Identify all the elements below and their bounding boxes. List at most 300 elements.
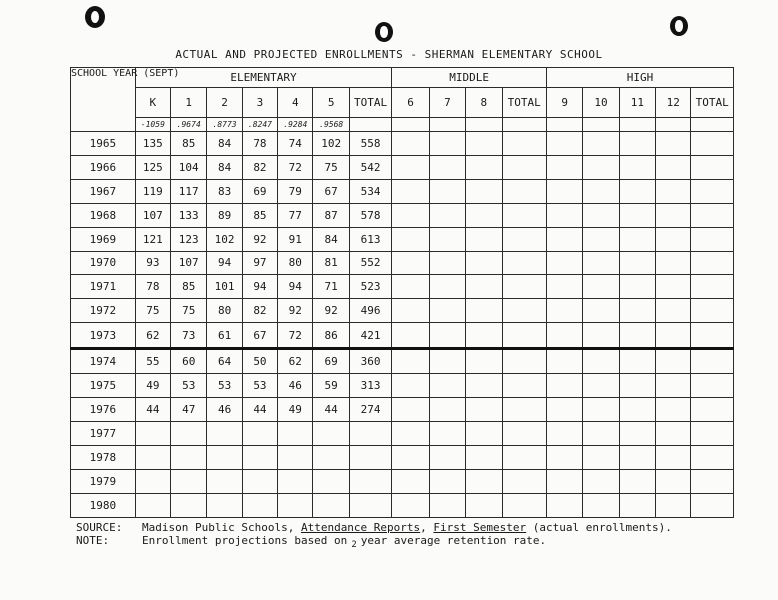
enrollment-cell xyxy=(207,470,242,494)
empty-cell xyxy=(466,299,502,323)
enrollment-cell: 107 xyxy=(171,251,207,275)
enrollment-cell xyxy=(171,446,207,470)
empty-cell xyxy=(502,179,546,203)
empty-cell xyxy=(619,374,655,398)
empty-cell xyxy=(656,422,691,446)
empty-cell xyxy=(429,179,465,203)
empty-cell xyxy=(546,299,582,323)
enrollment-cell: 94 xyxy=(207,251,242,275)
empty-cell xyxy=(392,494,429,518)
enrollment-cell: 97 xyxy=(242,251,277,275)
empty-cell xyxy=(691,374,734,398)
empty-cell xyxy=(429,323,465,349)
empty-cell xyxy=(583,275,619,299)
enrollment-cell: 81 xyxy=(313,251,349,275)
source-text-end: (actual enrollments). xyxy=(526,521,672,534)
elementary-total-cell: 313 xyxy=(349,374,392,398)
empty-cell xyxy=(392,251,429,275)
table-row xyxy=(71,422,734,446)
enrollment-cell: 83 xyxy=(207,179,242,203)
empty-cell xyxy=(392,155,429,179)
enrollment-cell: 67 xyxy=(313,179,349,203)
enrollment-cell: 69 xyxy=(242,179,277,203)
enrollment-cell: 67 xyxy=(242,323,277,349)
note-text-end: year average retention rate. xyxy=(360,534,547,547)
empty-cell xyxy=(466,132,502,156)
empty-cell xyxy=(546,227,582,251)
enrollment-cell: 80 xyxy=(278,251,313,275)
retention-rate-cell: .9284 xyxy=(278,118,313,132)
empty-cell xyxy=(691,179,734,203)
empty-cell xyxy=(429,299,465,323)
enrollment-cell: 87 xyxy=(313,203,349,227)
empty-cell xyxy=(691,118,734,132)
enrollment-cell: 104 xyxy=(171,155,207,179)
enrollment-cell xyxy=(313,470,349,494)
empty-cell xyxy=(583,203,619,227)
empty-cell xyxy=(392,275,429,299)
enrollment-cell: 85 xyxy=(171,132,207,156)
enrollment-cell: 85 xyxy=(242,203,277,227)
empty-cell xyxy=(619,494,655,518)
empty-cell xyxy=(583,398,619,422)
elementary-col-total-header: TOTAL xyxy=(349,88,392,118)
enrollment-cell: 62 xyxy=(135,323,170,349)
binder-hole-right xyxy=(670,16,688,36)
empty-cell xyxy=(691,446,734,470)
elementary-col-5-header: 5 xyxy=(313,88,349,118)
enrollment-cell: 77 xyxy=(278,203,313,227)
empty-cell xyxy=(429,422,465,446)
enrollment-cell xyxy=(207,446,242,470)
elementary-total-cell: 523 xyxy=(349,275,392,299)
enrollment-cell: 72 xyxy=(278,323,313,349)
enrollment-cell: 94 xyxy=(242,275,277,299)
elementary-total-cell: 274 xyxy=(349,398,392,422)
enrollment-cell: 86 xyxy=(313,323,349,349)
elementary-total-cell: 613 xyxy=(349,227,392,251)
year-cell: 1968 xyxy=(71,203,136,227)
enrollment-cell: 119 xyxy=(135,179,170,203)
empty-cell xyxy=(502,203,546,227)
empty-cell xyxy=(691,227,734,251)
enrollment-cell: 135 xyxy=(135,132,170,156)
empty-cell xyxy=(656,132,691,156)
high-col-10-header: 10 xyxy=(583,88,619,118)
retention-rate-cell: .8773 xyxy=(207,118,242,132)
empty-cell xyxy=(619,275,655,299)
elementary-col-3-header: 3 xyxy=(242,88,277,118)
source-report: Attendance Reports xyxy=(300,521,421,534)
empty-cell xyxy=(466,470,502,494)
enrollment-cell: 82 xyxy=(242,155,277,179)
empty-cell xyxy=(691,155,734,179)
empty-cell xyxy=(619,348,655,374)
empty-cell xyxy=(583,251,619,275)
table-row xyxy=(71,132,734,156)
empty-cell xyxy=(583,323,619,349)
enrollment-cell: 60 xyxy=(171,348,207,374)
empty-cell xyxy=(429,227,465,251)
enrollment-cell: 121 xyxy=(135,227,170,251)
enrollment-cell: 125 xyxy=(135,155,170,179)
year-cell: 1975 xyxy=(71,374,136,398)
enrollment-cell: 59 xyxy=(313,374,349,398)
enrollment-cell: 73 xyxy=(171,323,207,349)
empty-cell xyxy=(502,348,546,374)
binder-hole-left xyxy=(85,6,105,28)
retention-rate-row xyxy=(71,118,734,132)
empty-cell xyxy=(619,203,655,227)
enrollment-cell xyxy=(313,494,349,518)
enrollment-cell xyxy=(242,446,277,470)
empty-cell xyxy=(546,470,582,494)
enrollment-cell xyxy=(135,446,170,470)
retention-rate-cell: .9568 xyxy=(313,118,349,132)
empty-cell xyxy=(619,299,655,323)
empty-cell xyxy=(392,374,429,398)
source-semester: First Semester xyxy=(433,521,527,534)
high-col-total-header: TOTAL xyxy=(691,88,734,118)
empty-cell xyxy=(691,422,734,446)
empty-cell xyxy=(583,494,619,518)
enrollment-cell: 79 xyxy=(278,179,313,203)
table-row xyxy=(71,275,734,299)
empty-cell xyxy=(546,446,582,470)
empty-cell xyxy=(502,398,546,422)
enrollment-cell: 92 xyxy=(278,299,313,323)
empty-cell xyxy=(691,299,734,323)
enrollment-cell: 49 xyxy=(135,374,170,398)
empty-cell xyxy=(429,251,465,275)
enrollment-cell: 93 xyxy=(135,251,170,275)
empty-cell xyxy=(392,470,429,494)
empty-cell xyxy=(429,398,465,422)
elementary-total-cell xyxy=(349,446,392,470)
empty-cell xyxy=(656,227,691,251)
empty-cell xyxy=(656,494,691,518)
empty-cell xyxy=(656,446,691,470)
empty-cell xyxy=(691,203,734,227)
elementary-total-cell: 578 xyxy=(349,203,392,227)
note-label: NOTE: xyxy=(76,534,110,547)
empty-cell xyxy=(583,118,619,132)
school-year-header: SCHOOL YEAR (SEPT) xyxy=(71,68,136,132)
elementary-total-cell: 421 xyxy=(349,323,392,349)
empty-cell xyxy=(502,446,546,470)
empty-cell xyxy=(691,323,734,349)
enrollment-cell: 46 xyxy=(207,398,242,422)
empty-cell xyxy=(392,422,429,446)
enrollment-cell: 102 xyxy=(313,132,349,156)
empty-cell xyxy=(619,227,655,251)
enrollment-cell: 62 xyxy=(278,348,313,374)
empty-cell xyxy=(429,275,465,299)
empty-cell xyxy=(546,132,582,156)
retention-rate-cell: .8247 xyxy=(242,118,277,132)
empty-cell xyxy=(502,118,546,132)
empty-cell xyxy=(691,251,734,275)
empty-cell xyxy=(466,348,502,374)
enrollment-cell: 101 xyxy=(207,275,242,299)
empty-cell xyxy=(466,155,502,179)
enrollment-cell xyxy=(278,422,313,446)
empty-cell xyxy=(466,275,502,299)
enrollment-cell xyxy=(171,494,207,518)
elementary-col-4-header: 4 xyxy=(278,88,313,118)
enrollment-cell xyxy=(171,470,207,494)
empty-cell xyxy=(466,422,502,446)
elementary-total-cell: 534 xyxy=(349,179,392,203)
enrollment-cell: 85 xyxy=(171,275,207,299)
empty-cell xyxy=(583,348,619,374)
empty-cell xyxy=(619,251,655,275)
table-row xyxy=(71,203,734,227)
table-row xyxy=(71,299,734,323)
year-cell: 1971 xyxy=(71,275,136,299)
enrollment-cell: 75 xyxy=(171,299,207,323)
empty-cell xyxy=(502,132,546,156)
enrollment-cell xyxy=(278,446,313,470)
empty-cell xyxy=(392,203,429,227)
empty-cell xyxy=(619,179,655,203)
empty-cell xyxy=(656,348,691,374)
empty-cell xyxy=(429,374,465,398)
enrollment-cell xyxy=(207,494,242,518)
empty-cell xyxy=(656,275,691,299)
empty-cell xyxy=(619,155,655,179)
elementary-total-cell: 496 xyxy=(349,299,392,323)
middle-col-8-header: 8 xyxy=(466,88,502,118)
empty-cell xyxy=(546,203,582,227)
empty-cell xyxy=(392,118,429,132)
empty-cell xyxy=(619,398,655,422)
empty-cell xyxy=(583,446,619,470)
empty-cell xyxy=(656,374,691,398)
empty-cell xyxy=(392,179,429,203)
empty-cell xyxy=(466,179,502,203)
empty-cell xyxy=(546,398,582,422)
empty-cell xyxy=(392,348,429,374)
year-cell: 1980 xyxy=(71,494,136,518)
empty-cell xyxy=(502,299,546,323)
table-row xyxy=(71,470,734,494)
empty-cell xyxy=(691,348,734,374)
empty-cell xyxy=(466,398,502,422)
enrollment-cell: 78 xyxy=(135,275,170,299)
empty-cell xyxy=(502,251,546,275)
enrollment-cell: 53 xyxy=(171,374,207,398)
enrollment-cell: 123 xyxy=(171,227,207,251)
empty-cell xyxy=(546,155,582,179)
enrollment-cell: 47 xyxy=(171,398,207,422)
retention-rate-cell: .9674 xyxy=(171,118,207,132)
enrollment-cell: 53 xyxy=(242,374,277,398)
enrollment-cell: 55 xyxy=(135,348,170,374)
middle-col-7-header: 7 xyxy=(429,88,465,118)
table-row xyxy=(71,398,734,422)
enrollment-cell: 69 xyxy=(313,348,349,374)
empty-cell xyxy=(392,132,429,156)
empty-cell xyxy=(466,227,502,251)
enrollment-cell: 64 xyxy=(207,348,242,374)
enrollment-cell: 75 xyxy=(313,155,349,179)
enrollment-cell xyxy=(313,446,349,470)
empty-cell xyxy=(429,470,465,494)
year-cell: 1965 xyxy=(71,132,136,156)
year-cell: 1972 xyxy=(71,299,136,323)
table-row xyxy=(71,348,734,374)
elementary-col-1-header: 1 xyxy=(171,88,207,118)
year-cell: 1974 xyxy=(71,348,136,374)
enrollment-cell: 53 xyxy=(207,374,242,398)
empty-cell xyxy=(392,446,429,470)
empty-cell xyxy=(619,422,655,446)
empty-cell xyxy=(619,470,655,494)
year-cell: 1977 xyxy=(71,422,136,446)
year-cell: 1976 xyxy=(71,398,136,422)
source-line xyxy=(76,521,672,534)
empty-cell xyxy=(546,179,582,203)
empty-cell xyxy=(502,374,546,398)
empty-cell xyxy=(502,227,546,251)
enrollment-cell: 74 xyxy=(278,132,313,156)
empty-cell xyxy=(546,374,582,398)
empty-cell xyxy=(502,155,546,179)
enrollment-cell: 107 xyxy=(135,203,170,227)
year-cell: 1969 xyxy=(71,227,136,251)
empty-cell xyxy=(502,494,546,518)
retention-rate-cell: -1059 xyxy=(135,118,170,132)
elementary-total-cell: 360 xyxy=(349,348,392,374)
enrollment-cell: 44 xyxy=(313,398,349,422)
elementary-total-cell xyxy=(349,494,392,518)
elementary-total-cell xyxy=(349,422,392,446)
enrollment-cell xyxy=(171,422,207,446)
empty-cell xyxy=(466,251,502,275)
enrollment-cell xyxy=(135,422,170,446)
enrollment-cell: 89 xyxy=(207,203,242,227)
enrollment-cell: 102 xyxy=(207,227,242,251)
enrollment-table xyxy=(70,67,734,518)
enrollment-cell: 84 xyxy=(207,132,242,156)
enrollment-cell: 71 xyxy=(313,275,349,299)
enrollment-cell: 80 xyxy=(207,299,242,323)
empty-cell xyxy=(466,118,502,132)
empty-cell xyxy=(392,323,429,349)
empty-cell xyxy=(429,446,465,470)
enrollment-cell: 133 xyxy=(171,203,207,227)
empty-cell xyxy=(691,494,734,518)
enrollment-cell: 91 xyxy=(278,227,313,251)
enrollment-cell: 82 xyxy=(242,299,277,323)
enrollment-cell xyxy=(242,494,277,518)
empty-cell xyxy=(466,446,502,470)
empty-cell xyxy=(619,323,655,349)
table-row xyxy=(71,446,734,470)
enrollment-cell xyxy=(278,494,313,518)
empty-cell xyxy=(583,179,619,203)
enrollment-cell xyxy=(278,470,313,494)
middle-group-header: MIDDLE xyxy=(392,68,547,88)
empty-cell xyxy=(656,118,691,132)
empty-cell xyxy=(429,118,465,132)
empty-cell xyxy=(429,348,465,374)
grade-header-row xyxy=(71,88,734,118)
empty-cell xyxy=(466,203,502,227)
note-years: 2 xyxy=(351,540,357,550)
empty-cell xyxy=(691,132,734,156)
empty-cell xyxy=(502,323,546,349)
empty-cell xyxy=(583,155,619,179)
enrollment-cell: 75 xyxy=(135,299,170,323)
enrollment-cell xyxy=(207,422,242,446)
enrollment-cell xyxy=(242,470,277,494)
source-label: SOURCE: xyxy=(76,521,123,534)
year-cell: 1967 xyxy=(71,179,136,203)
enrollment-cell: 50 xyxy=(242,348,277,374)
middle-col-total-header: TOTAL xyxy=(502,88,546,118)
enrollment-cell: 72 xyxy=(278,155,313,179)
high-col-12-header: 12 xyxy=(656,88,691,118)
middle-col-6-header: 6 xyxy=(392,88,429,118)
empty-cell xyxy=(392,398,429,422)
empty-cell xyxy=(656,251,691,275)
note-text: Enrollment projections based on xyxy=(142,534,348,547)
empty-cell xyxy=(656,299,691,323)
empty-cell xyxy=(656,203,691,227)
empty-cell xyxy=(583,227,619,251)
enrollment-cell: 94 xyxy=(278,275,313,299)
enrollment-cell: 49 xyxy=(278,398,313,422)
empty-cell xyxy=(392,227,429,251)
source-separator: , xyxy=(420,521,434,534)
empty-cell xyxy=(466,323,502,349)
empty-cell xyxy=(546,323,582,349)
year-cell: 1978 xyxy=(71,446,136,470)
year-cell: 1966 xyxy=(71,155,136,179)
empty-cell xyxy=(656,323,691,349)
empty-cell xyxy=(429,494,465,518)
empty-cell xyxy=(656,155,691,179)
document-title: ACTUAL AND PROJECTED ENROLLMENTS - SHERMAN ELEMENTARY SCHOOL xyxy=(175,48,603,61)
enrollment-cell xyxy=(135,470,170,494)
year-cell: 1970 xyxy=(71,251,136,275)
source-text: Madison Public Schools, xyxy=(142,521,301,534)
empty-cell xyxy=(502,422,546,446)
empty-cell xyxy=(656,179,691,203)
enrollment-cell: 46 xyxy=(278,374,313,398)
empty-cell xyxy=(502,275,546,299)
binder-hole-center xyxy=(375,22,393,42)
high-group-header: HIGH xyxy=(546,68,733,88)
empty-cell xyxy=(429,155,465,179)
empty-cell xyxy=(691,275,734,299)
empty-cell xyxy=(583,422,619,446)
table-row xyxy=(71,323,734,349)
year-cell: 1979 xyxy=(71,470,136,494)
table-row xyxy=(71,227,734,251)
empty-cell xyxy=(656,398,691,422)
enrollment-cell xyxy=(135,494,170,518)
empty-cell xyxy=(546,348,582,374)
table-row xyxy=(71,374,734,398)
year-cell: 1973 xyxy=(71,323,136,349)
enrollment-cell: 44 xyxy=(135,398,170,422)
enrollment-cell: 84 xyxy=(207,155,242,179)
empty-cell xyxy=(546,275,582,299)
empty-cell xyxy=(546,118,582,132)
